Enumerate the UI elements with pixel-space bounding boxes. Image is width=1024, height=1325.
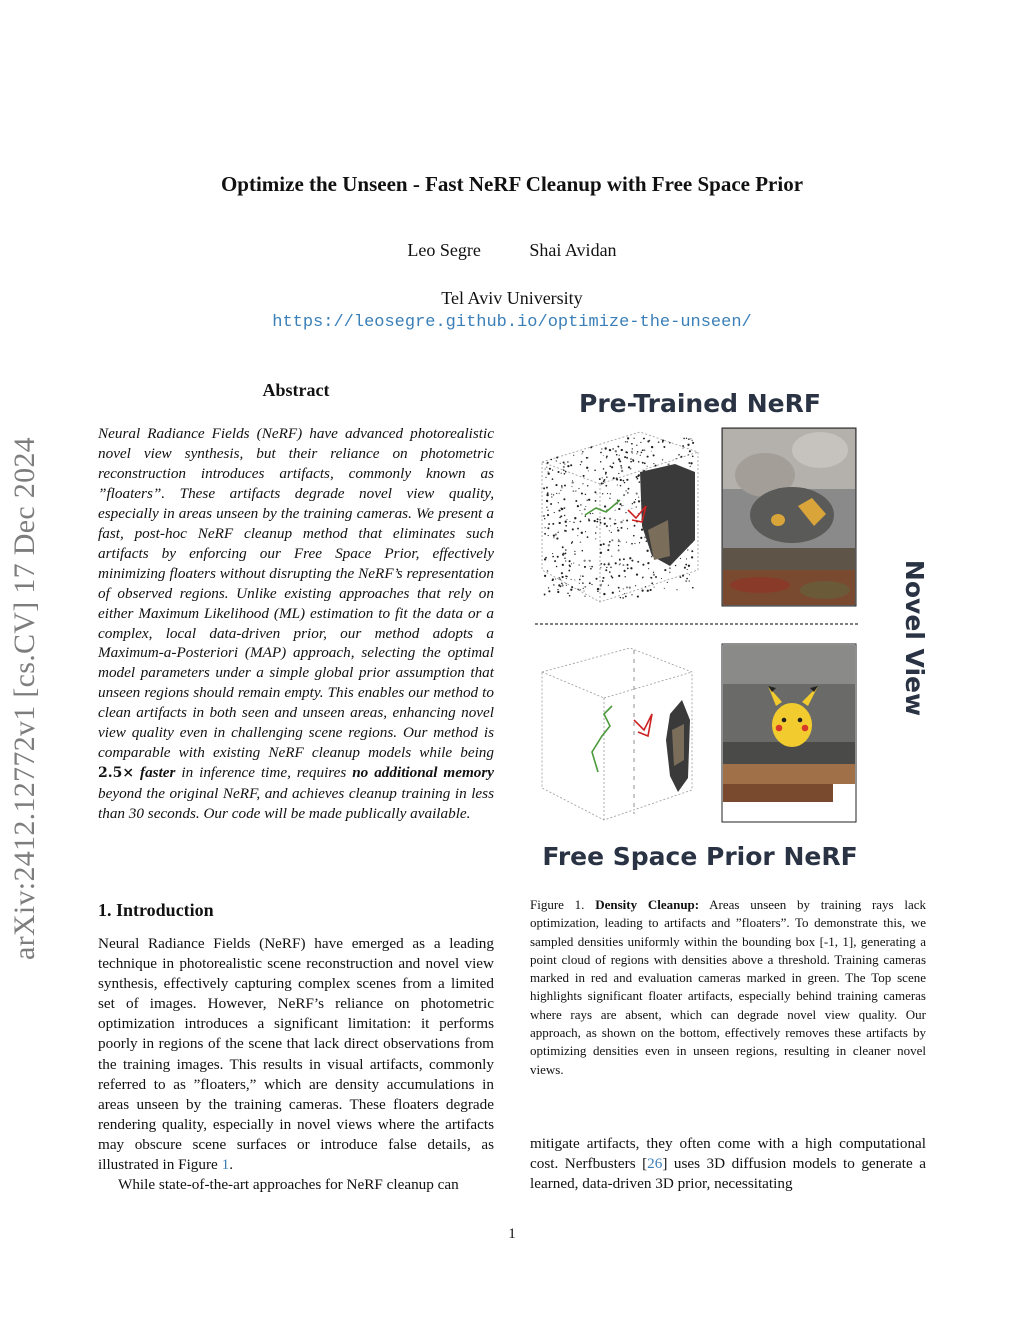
page-number: 1: [508, 1226, 516, 1242]
arxiv-identifier: arXiv:2412.12772v1 [cs.CV] 17 Dec 2024: [8, 437, 41, 960]
speedup-value: 2.5×: [98, 765, 135, 782]
paragraph-text: ] uses 3D diffusion models to generate a learned, data-driven 3D prior, necessitating: [530, 1155, 926, 1193]
right-column-text: [530, 1134, 926, 1194]
caption-text: Areas unseen by training rays lack optimization, leading to artifacts and ”floaters”. To demonstrate this, we sampled densities uniformly within the bounding box [-1, 1], generating a point cloud of regions with densities above a threshold. Training cameras marked in red and evaluation cameras marked in green. The Top scene highlights significant floater artifacts, especially behind training cameras where rays are absent, which can degrade novel view quality. Our approach, as shown on the bottom, effectively removes these artifacts by optimizing densities even in unseen regions, resulting in cleaner novel views.: [530, 897, 926, 1077]
no-memory-emphasis: no additional memory: [352, 764, 495, 782]
faster-emphasis: faster: [140, 764, 176, 782]
cleaned-point-cloud: [542, 648, 692, 820]
author-name: Shai Avidan: [529, 240, 617, 260]
introduction-body: [98, 934, 494, 1195]
figure-label-pretrained: Pre-Trained NeRF: [579, 389, 821, 418]
author-name: Leo Segre: [407, 240, 481, 260]
figure-caption: [530, 896, 926, 1079]
paper-title: Optimize the Unseen - Fast NeRF Cleanup with Free Space Prior: [220, 172, 804, 196]
author-list: [0, 240, 1024, 261]
figure-label-novel-view: Novel View: [900, 559, 929, 717]
cleaned-novel-view-image: [722, 644, 856, 822]
figure-label-free-space: Free Space Prior NeRF: [542, 842, 858, 871]
caption-bold: Density Cleanup:: [595, 897, 700, 912]
pretrained-point-cloud: [542, 432, 698, 602]
paragraph: [98, 934, 494, 1175]
abstract-text: Neural Radiance Fields (NeRF) have advanced photorealistic novel view synthesis, but their reliance on photometric reconstruction introduces artifacts, commonly known as ”floaters”. These artifacts degrade novel view quality, especially in areas unseen by the training cameras. We present a fast, post-hoc NeRF cleanup method that eliminates such artifacts by enforcing our Free Space Prior, effectively minimizing floaters without disrupting the NeRF’s representation of observed regions. Unlike existing approaches that rely on either Maximum Likelihood (ML) estimation to fit the data or a complex, local data-driven prior, our method adopts a Maximum-a-Posteriori (MAP) approach, selecting the optimal model parameters under a simple global prior assumption that unseen regions should remain empty. This enables our method to clean artifacts in both seen and unseen areas, enhancing novel view quality even in challenging scene regions. Our method is comparable with existing NeRF cleanup models while being: [98, 425, 494, 762]
paragraph-text: .: [229, 1156, 233, 1174]
figure-1: [530, 380, 930, 880]
figure-reference-link[interactable]: 1: [221, 1156, 230, 1174]
pretrained-novel-view-image: [722, 428, 856, 606]
abstract-text: beyond the original NeRF, and achieves cleanup training in less than 30 seconds. Our code will be made publically available.: [98, 785, 494, 823]
abstract-heading: Abstract: [262, 380, 330, 400]
paragraph-text: Neural Radiance Fields (NeRF) have emerged as a leading technique in photorealistic scene reconstruction and novel view synthesis, effectively capturing complex scenes from a limited set of images. However, NeRF’s reliance on photometric optimization introduces a significant limitation: it performs poorly in regions of the scene that lack direct observations from the training images. This results in visual artifacts, commonly referred to as ”floaters,” which are density accumulations in areas unseen by the training cameras. These floaters degrade rendering quality, especially in novel views where the artifacts may obscure scene surfaces or introduce false details, as illustrated in Figure: [98, 935, 494, 1174]
paragraph-text: mitigate artifacts, they often come with a high computational cost. Nerfbusters [: [530, 1135, 926, 1173]
project-url-link[interactable]: https://leosegre.github.io/optimize-the-unseen/: [272, 313, 752, 332]
abstract-body: [98, 424, 494, 824]
abstract-text: in inference time, requires: [175, 764, 353, 782]
introduction-heading: 1. Introduction: [98, 900, 214, 920]
affiliation: Tel Aviv University: [441, 288, 583, 308]
paragraph: While state-of-the-art approaches for NeRF cleanup can: [118, 1176, 459, 1194]
citation-link[interactable]: 26: [647, 1155, 663, 1173]
caption-prefix: Figure 1.: [530, 897, 585, 912]
